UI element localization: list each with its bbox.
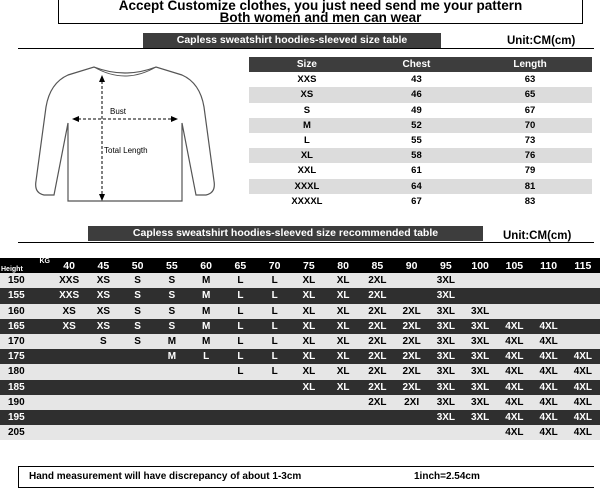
size-recommendation-cell: 4XL xyxy=(566,410,600,425)
recommend-row xyxy=(0,410,600,425)
weight-header: 55 xyxy=(155,258,189,273)
size-recommendation-cell: XL xyxy=(292,319,326,334)
size-recommendation-cell: 3XL xyxy=(463,319,497,334)
height-cell: 175 xyxy=(0,349,52,364)
size-recommendation-cell xyxy=(189,410,223,425)
size-recommendation-cell xyxy=(52,425,86,440)
size-recommendation-cell: L xyxy=(223,349,257,364)
size-row xyxy=(249,118,592,133)
size-recommendation-cell xyxy=(566,273,600,288)
divider xyxy=(18,48,594,49)
size-recommendation-cell: 4XL xyxy=(497,410,531,425)
recommend-row xyxy=(0,380,600,395)
size-recommendation-cell: L xyxy=(223,364,257,379)
size-recommendation-cell xyxy=(497,273,531,288)
size-recommendation-cell xyxy=(497,288,531,303)
size-row xyxy=(249,87,592,102)
size-recommendation-cell xyxy=(86,349,120,364)
recommend-table-unit: Unit:CM(cm) xyxy=(503,230,572,242)
size-recommendation-cell: 4XL xyxy=(532,410,566,425)
size-recommendation-cell xyxy=(258,380,292,395)
height-cell: 190 xyxy=(0,395,52,410)
size-recommendation-cell: XS xyxy=(86,288,120,303)
size-table-unit: Unit:CM(cm) xyxy=(507,35,576,47)
size-recommendation-cell: XL xyxy=(326,288,360,303)
height-cell: 160 xyxy=(0,304,52,319)
height-cell: 180 xyxy=(0,364,52,379)
chest-cell: 52 xyxy=(365,118,468,133)
size-recommendation-cell: L xyxy=(223,304,257,319)
size-recommendation-cell: S xyxy=(121,334,155,349)
size-col-header: Size xyxy=(249,57,365,72)
size-recommendation-cell: 2XL xyxy=(395,364,429,379)
recommend-row xyxy=(0,304,600,319)
size-recommendation-cell xyxy=(395,288,429,303)
size-recommendation-cell: S xyxy=(155,273,189,288)
size-recommendation-cell xyxy=(52,410,86,425)
size-recommendation-cell: S xyxy=(121,288,155,303)
chest-cell: 49 xyxy=(411,104,422,116)
size-recommendation-cell: S xyxy=(121,319,155,334)
size-recommendation-cell: 3XL xyxy=(429,410,463,425)
length-cell: 81 xyxy=(468,179,592,194)
chest-cell: 64 xyxy=(365,179,468,194)
length-cell: 63 xyxy=(524,74,536,86)
size-recommendation-cell: 2XL xyxy=(395,304,429,319)
size-recommendation-cell: L xyxy=(258,334,292,349)
size-cell: XXXXL xyxy=(291,195,323,207)
size-recommendation-cell: XS xyxy=(52,319,86,334)
size-recommendation-cell: 2XL xyxy=(395,319,429,334)
size-recommendation-cell: L xyxy=(258,349,292,364)
chest-cell: 55 xyxy=(411,135,422,147)
weight-header: 65 xyxy=(223,258,257,273)
weight-header: 60 xyxy=(189,258,223,273)
size-recommendation-cell xyxy=(155,410,189,425)
divider xyxy=(18,242,594,243)
sweatshirt-outline xyxy=(36,67,215,201)
size-recommendation-cell xyxy=(52,380,86,395)
weight-header: 105 xyxy=(497,258,531,273)
size-recommendation-cell xyxy=(463,273,497,288)
size-recommendation-cell: XL xyxy=(326,273,360,288)
size-recommendation-cell: L xyxy=(258,273,292,288)
size-recommendation-cell xyxy=(497,304,531,319)
size-recommendation-cell: XXS xyxy=(52,273,86,288)
recommend-row xyxy=(0,334,600,349)
size-row xyxy=(249,194,592,209)
size-recommendation-cell: XL xyxy=(292,364,326,379)
size-recommendation-cell xyxy=(566,334,600,349)
size-recommendation-cell: M xyxy=(155,349,189,364)
size-recommendation-cell: 2XL xyxy=(395,334,429,349)
size-recommendation-cell xyxy=(292,425,326,440)
weight-header: 45 xyxy=(86,258,120,273)
size-cell: XXS xyxy=(297,74,317,86)
size-recommendation-cell xyxy=(155,380,189,395)
size-recommendation-cell xyxy=(121,410,155,425)
size-recommendation-cell xyxy=(395,425,429,440)
sweatshirt-diagram xyxy=(32,63,218,205)
size-row xyxy=(249,133,592,148)
size-row xyxy=(249,148,592,163)
size-recommendation-cell: L xyxy=(223,334,257,349)
size-recommendation-cell xyxy=(532,273,566,288)
size-recommendation-cell: L xyxy=(189,349,223,364)
size-recommendation-cell: S xyxy=(121,273,155,288)
size-recommendation-cell: 2XL xyxy=(360,273,394,288)
recommend-row xyxy=(0,319,600,334)
size-recommendation-cell: 3XL xyxy=(429,304,463,319)
size-recommendation-cell: 4XL xyxy=(532,334,566,349)
size-recommendation-cell: S xyxy=(155,304,189,319)
weight-header: 75 xyxy=(292,258,326,273)
size-recommendation-cell: L xyxy=(223,273,257,288)
size-recommendation-cell: 4XL xyxy=(566,349,600,364)
size-recommendation-cell: S xyxy=(155,288,189,303)
size-cell: XXXL xyxy=(249,179,365,194)
chest-cell: 67 xyxy=(411,195,422,207)
size-recommendation-cell: 3XL xyxy=(429,380,463,395)
size-recommendation-cell: L xyxy=(258,364,292,379)
size-recommendation-cell: 4XL xyxy=(566,364,600,379)
length-label: Total Length xyxy=(104,146,148,155)
size-recommendation-cell: L xyxy=(258,319,292,334)
weight-header: 50 xyxy=(121,258,155,273)
size-recommendation-cell xyxy=(395,273,429,288)
size-recommendation-cell: 4XL xyxy=(497,395,531,410)
size-recommendation-cell: XL xyxy=(292,273,326,288)
header-banner xyxy=(58,0,583,24)
size-recommendation-cell: 2XL xyxy=(360,334,394,349)
size-recommendation-cell xyxy=(189,380,223,395)
size-recommendation-cell: M xyxy=(189,273,223,288)
size-recommendation-cell xyxy=(155,425,189,440)
length-cell: 65 xyxy=(468,87,592,102)
size-recommendation-cell: 3XL xyxy=(463,304,497,319)
size-row xyxy=(249,179,592,194)
size-recommendation-cell xyxy=(258,410,292,425)
weight-header: 100 xyxy=(463,258,497,273)
recommend-row xyxy=(0,395,600,410)
weight-header: 90 xyxy=(395,258,429,273)
size-recommendation-cell: 4XL xyxy=(497,380,531,395)
size-recommendation-cell: 4XL xyxy=(532,364,566,379)
size-recommendation-cell xyxy=(223,380,257,395)
size-recommendation-cell: XS xyxy=(86,319,120,334)
size-recommendation-cell: 4XL xyxy=(497,364,531,379)
size-recommendation-cell: 3XL xyxy=(429,288,463,303)
size-recommendation-cell: 4XL xyxy=(497,349,531,364)
size-recommendation-cell: XL xyxy=(292,334,326,349)
size-recommendation-cell: 3XL xyxy=(463,349,497,364)
size-recommendation-cell: 2XL xyxy=(360,304,394,319)
size-recommendation-cell xyxy=(52,364,86,379)
size-recommendation-cell: 3XL xyxy=(429,273,463,288)
size-recommendation-cell: XL xyxy=(326,364,360,379)
height-cell: 195 xyxy=(0,410,52,425)
height-cell: 170 xyxy=(0,334,52,349)
size-recommendation-cell: 2XL xyxy=(360,395,394,410)
size-recommendation-cell: M xyxy=(189,288,223,303)
size-recommendation-cell: XL xyxy=(292,380,326,395)
size-recommendation-cell: 3XL xyxy=(429,364,463,379)
size-recommendation-cell xyxy=(326,395,360,410)
size-recommendation-cell: XXS xyxy=(52,288,86,303)
length-cell: 73 xyxy=(524,135,536,147)
size-recommendation-cell xyxy=(223,395,257,410)
size-recommendation-cell xyxy=(155,395,189,410)
size-recommendation-cell: S xyxy=(155,319,189,334)
size-recommendation-cell: 4XL xyxy=(532,380,566,395)
corner-cell xyxy=(0,258,52,273)
recommend-row xyxy=(0,425,600,440)
size-table xyxy=(249,57,592,209)
weight-header: 110 xyxy=(532,258,566,273)
size-recommendation-cell: 4XL xyxy=(497,319,531,334)
height-cell: 155 xyxy=(0,288,52,303)
size-recommendation-cell xyxy=(189,395,223,410)
inch-conversion: 1inch=2.54cm xyxy=(414,471,480,482)
size-recommendation-cell xyxy=(463,425,497,440)
size-recommendation-cell: XL xyxy=(326,319,360,334)
size-recommendation-cell xyxy=(189,364,223,379)
size-recommendation-cell xyxy=(395,410,429,425)
size-recommendation-cell: 3XL xyxy=(429,349,463,364)
recommend-table-title: Capless sweatshirt hoodies-sleeved size recommended table xyxy=(88,226,483,241)
size-recommendation-cell xyxy=(86,395,120,410)
size-recommendation-cell: L xyxy=(223,288,257,303)
size-recommendation-cell xyxy=(121,380,155,395)
weight-header: 80 xyxy=(326,258,360,273)
size-recommendation-cell: XL xyxy=(326,334,360,349)
weight-header: 40 xyxy=(52,258,86,273)
bust-label: Bust xyxy=(110,107,127,116)
size-cell: M xyxy=(249,118,365,133)
chest-cell: 61 xyxy=(411,165,422,177)
size-recommendation-cell xyxy=(429,425,463,440)
size-recommendation-cell xyxy=(121,349,155,364)
size-recommendation-cell: XL xyxy=(326,304,360,319)
size-cell: XXL xyxy=(297,165,317,177)
length-cell: 79 xyxy=(524,165,536,177)
size-recommendation-cell xyxy=(223,425,257,440)
height-label: Height xyxy=(1,266,23,274)
size-cell: S xyxy=(303,104,311,116)
size-recommendation-cell xyxy=(566,304,600,319)
size-recommendation-cell: XS xyxy=(52,304,86,319)
size-recommendation-cell xyxy=(566,319,600,334)
size-recommendation-cell: M xyxy=(189,319,223,334)
size-cell: L xyxy=(303,135,310,147)
size-recommendation-cell xyxy=(326,410,360,425)
recommend-row xyxy=(0,273,600,288)
size-recommendation-cell: 2XI xyxy=(395,395,429,410)
size-recommendation-cell: 3XL xyxy=(463,410,497,425)
height-cell: 150 xyxy=(0,273,52,288)
chest-cell: 46 xyxy=(365,87,468,102)
size-cell: XS xyxy=(249,87,365,102)
size-recommendation-cell xyxy=(223,410,257,425)
size-recommendation-cell: L xyxy=(258,288,292,303)
height-cell: 165 xyxy=(0,319,52,334)
size-recommendation-cell: 2XL xyxy=(395,349,429,364)
size-recommendation-cell: 3XL xyxy=(463,395,497,410)
length-cell: 83 xyxy=(524,195,536,207)
kg-label: KG xyxy=(39,258,50,265)
size-recommendation-cell xyxy=(532,304,566,319)
chest-cell: 43 xyxy=(411,74,422,86)
size-recommendation-cell: M xyxy=(189,304,223,319)
size-recommendation-cell xyxy=(360,425,394,440)
length-col-header: Length xyxy=(468,57,592,72)
chest-cell: 58 xyxy=(365,148,468,163)
size-recommendation-cell xyxy=(360,410,394,425)
size-recommendation-cell xyxy=(52,349,86,364)
height-cell: 185 xyxy=(0,380,52,395)
size-recommendation-cell xyxy=(258,425,292,440)
size-recommendation-cell: 2XL xyxy=(360,364,394,379)
size-table-title: Capless sweatshirt hoodies-sleeved size table xyxy=(143,33,441,48)
size-recommendation-cell: XL xyxy=(326,380,360,395)
size-recommendation-cell: XL xyxy=(292,288,326,303)
size-recommendation-cell xyxy=(86,410,120,425)
size-recommendation-cell: 4XL xyxy=(532,349,566,364)
discrepancy-note: Hand measurement will have discrepancy of about 1-3cm xyxy=(29,471,302,482)
size-recommendation-cell: 4XL xyxy=(566,380,600,395)
length-cell: 67 xyxy=(524,104,536,116)
size-recommendation-cell xyxy=(52,334,86,349)
recommend-table xyxy=(0,258,600,440)
size-recommendation-cell xyxy=(86,425,120,440)
size-recommendation-cell xyxy=(86,364,120,379)
size-recommendation-cell xyxy=(566,288,600,303)
size-recommendation-cell: 2XL xyxy=(395,380,429,395)
size-recommendation-cell xyxy=(326,425,360,440)
size-recommendation-cell xyxy=(121,395,155,410)
chest-col-header: Chest xyxy=(365,57,468,72)
size-recommendation-cell: 4XL xyxy=(566,425,600,440)
size-recommendation-cell: L xyxy=(223,319,257,334)
size-row xyxy=(249,103,592,118)
size-recommendation-cell: 4XL xyxy=(532,319,566,334)
size-recommendation-cell: XS xyxy=(86,304,120,319)
weight-header: 85 xyxy=(360,258,394,273)
size-recommendation-cell: 2XL xyxy=(360,288,394,303)
size-recommendation-cell xyxy=(121,425,155,440)
size-recommendation-cell: 3XL xyxy=(429,334,463,349)
length-cell: 70 xyxy=(468,118,592,133)
size-row xyxy=(249,163,592,178)
size-recommendation-cell: 4XL xyxy=(532,395,566,410)
size-recommendation-cell: 3XL xyxy=(463,364,497,379)
size-recommendation-cell: M xyxy=(189,334,223,349)
weight-header: 95 xyxy=(429,258,463,273)
size-recommendation-cell: 4XL xyxy=(497,334,531,349)
size-recommendation-cell xyxy=(189,425,223,440)
size-recommendation-cell xyxy=(86,380,120,395)
size-recommendation-cell xyxy=(292,410,326,425)
size-recommendation-cell: 2XL xyxy=(360,349,394,364)
size-recommendation-cell: XL xyxy=(292,349,326,364)
header-line-1: Accept Customize clothes, you just need send me your pattern xyxy=(118,0,523,13)
recommend-row xyxy=(0,349,600,364)
size-recommendation-cell xyxy=(52,395,86,410)
size-recommendation-cell: XL xyxy=(326,349,360,364)
size-recommendation-cell xyxy=(463,288,497,303)
size-recommendation-cell: M xyxy=(155,334,189,349)
header-line-2: Both women and men can wear xyxy=(219,9,422,25)
recommend-row xyxy=(0,364,600,379)
size-recommendation-cell xyxy=(532,288,566,303)
size-recommendation-cell: L xyxy=(258,304,292,319)
size-recommendation-cell: S xyxy=(121,304,155,319)
size-recommendation-cell: XS xyxy=(86,273,120,288)
size-recommendation-cell: 4XL xyxy=(497,425,531,440)
size-recommendation-cell xyxy=(258,395,292,410)
height-cell: 205 xyxy=(0,425,52,440)
size-recommendation-cell: 3XL xyxy=(463,380,497,395)
size-recommendation-cell xyxy=(155,364,189,379)
size-recommendation-cell: 3XL xyxy=(429,395,463,410)
size-cell: XL xyxy=(249,148,365,163)
size-recommendation-cell: 2XL xyxy=(360,380,394,395)
footer-note xyxy=(18,466,594,488)
size-recommendation-cell: XL xyxy=(292,304,326,319)
length-cell: 76 xyxy=(468,148,592,163)
size-recommendation-cell: S xyxy=(86,334,120,349)
size-recommendation-cell: 3XL xyxy=(463,334,497,349)
weight-header: 70 xyxy=(258,258,292,273)
weight-header: 115 xyxy=(566,258,600,273)
size-recommendation-cell: 3XL xyxy=(429,319,463,334)
size-recommendation-cell xyxy=(121,364,155,379)
size-recommendation-cell: 2XL xyxy=(360,319,394,334)
size-row xyxy=(249,72,592,87)
recommend-row xyxy=(0,288,600,303)
size-recommendation-cell xyxy=(292,395,326,410)
size-recommendation-cell: 4XL xyxy=(532,425,566,440)
size-recommendation-cell: 4XL xyxy=(566,395,600,410)
